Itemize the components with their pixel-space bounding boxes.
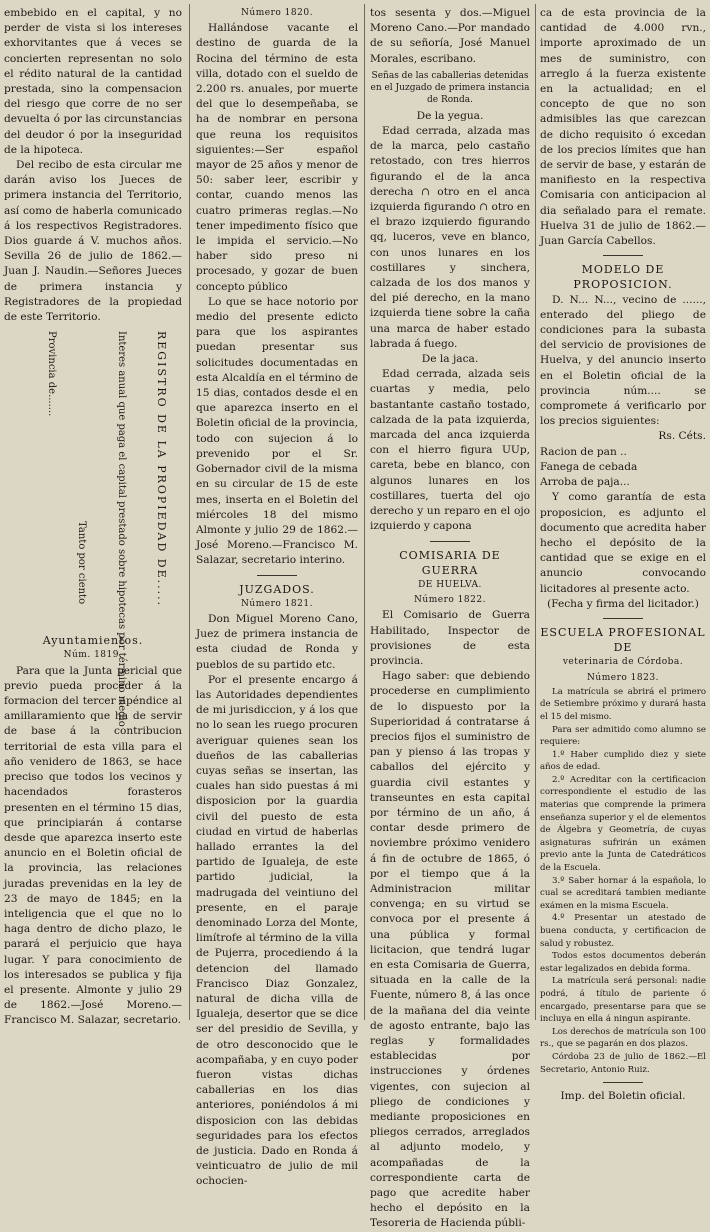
column-3 bbox=[370, 6, 530, 1230]
notice-number: Número 1821. bbox=[241, 598, 313, 609]
paragraph: Para que la Junta pericial que previo pueda proceder á la formacion del tercer apéndice al amillaramiento que ha de servir de base á la contribucion territorial de esta villa para el año venidero de 1863, se hace preciso que todos los vecinos y hacendados forasteros presenten en el término 15 dias, que principiarán á contarse desde que aparezca inserto este anuncio en el Boletin oficial de la provincia, las relaciones juradas prevenidas en la ley de 23 de mayo de 1845; en la inteligencia que el que no lo haga dentro de dicho plazo, le parará el perjuicio que haya lugar. Y para conocimiento de los interesados se publica y fija el presente. Almonte y julio 29 de 1862.—José Moreno.—Francisco M. Salazar, secretario. bbox=[4, 664, 182, 1027]
paragraph: Don Miguel Moreno Cano, Juez de primera instancia de esta ciudad de Ronda y pueblos de su partido etc. bbox=[196, 612, 358, 671]
form-title: REGISTRO DE LA PROPIEDAD DE..... bbox=[155, 331, 168, 608]
column-2 bbox=[196, 6, 358, 1188]
requirement-item: 4.º Presentar un atestado de buena conducta, y certificacion de salud y robustez. bbox=[540, 913, 706, 949]
price-header: Rs. Céts. bbox=[658, 430, 706, 443]
requirement-item: 3.º Saber hornar á la española, lo cual se acreditará tambien mediante exámen en la misma Escuela. bbox=[540, 875, 706, 911]
paragraph: Y como garantía de esta proposicion, es adjunto el documento que acredita haber hecho el depósito de la cantidad que se exige en el anuncio convocando licitadores al presente acto. bbox=[540, 491, 706, 595]
section-heading: ESCUELA PROFESIONAL DE bbox=[540, 625, 706, 655]
separator bbox=[603, 618, 643, 619]
notice-number: Núm. 1819. bbox=[63, 650, 123, 661]
paragraph: Edad cerrada, alzada seis cuartas y media, pelo bastantante castaño tostado, calzada de la pata izquierda, marcada del anca izquierda con el hierro figura UUp, careta, bebe en blanco, con algunos lunares en los costillares, tuerta del ojo derecho y un reparo en el ojo izquierdo y capona bbox=[370, 368, 530, 533]
paragraph: D. N... N..., vecino de ......, enterado del pliego de condiciones para la subasta del servicio de provisiones de Huelva, y del anuncio inserto en el Boletin oficial de la provincia núm.... se compromete á verificarlo por los precios siguientes: bbox=[540, 293, 706, 428]
paragraph: Del recibo de esta circular me darán aviso los Jueces de primera instancia del Territorio, así como de haberla comunicado á los respectivos Registradores. Dios guarde á V. muchos años. Sevilla 26 de julio de 1862.—Juan J. Naudin.—Señores Jueces de primera instancia y Registradores de la propiedad de este Territorio. bbox=[4, 159, 182, 324]
subheading: De la jaca. bbox=[421, 353, 479, 366]
requirement-item: 1.º Haber cumplido diez y siete años de edad. bbox=[540, 749, 706, 773]
separator bbox=[603, 255, 643, 256]
paragraph: ca de esta provincia de la cantidad de 4.000 rvn., importe aproximado de un mes de suministro, con arreglo á la fuerza existente en la actualidad; en el concepto de que no son admisibles las que carezcan de dicho requisito ó excedan de los precios límites que han de servir de base, y estarán de manifiesto en la respectiva Comisaria con anticipacion al dia señalado para el remate. Huelva 31 de julio de 1862.—Juan García Cabellos. bbox=[540, 7, 706, 248]
column-divider bbox=[535, 4, 536, 1020]
column-divider bbox=[364, 4, 365, 1020]
paragraph: Hallándose vacante el destino de guarda de la Rocina del término de esta villa, dotado con el sueldo de 2.200 rs. anuales, por muerte del que lo desempeñaba, se ha de nombrar en persona que reuna los requisitos siguientes:—Ser español mayor de 25 años y menor de 50: saber leer, escribir y contar, cuando menos las cuatro primeras reglas.—No tener impedimento físico que le impida el servicio.—No haber sido preso ni procesado, y gozar de buen concepto público bbox=[196, 22, 358, 293]
paragraph: Todos estos documentos deberán estar legalizados en debida forma. bbox=[540, 951, 706, 974]
paragraph: El Comisario de Guerra Habilitado, Inspector de provisiones de esta provincia. bbox=[370, 609, 530, 667]
subheading: Señas de las caballerias detenidas en el Juzgado de primera instancia de Ronda. bbox=[370, 70, 530, 105]
notice-number: Número 1823. bbox=[587, 672, 659, 683]
paragraph: La matrícula será personal: nadie podrá, á título de pariente ó encargado, presentarse para que se incluya en ella á ningun aspirante. bbox=[540, 976, 706, 1025]
printer-footer: Imp. del Boletin oficial. bbox=[560, 1090, 686, 1103]
form-column-header: Interes anual que paga el capital prestado sobre hipotecas por término medio bbox=[116, 331, 127, 727]
section-place: DE HUELVA. bbox=[418, 579, 482, 590]
price-item: Fanega de cebada bbox=[540, 460, 638, 473]
form-column-header: Tanto por ciento bbox=[76, 521, 87, 605]
price-item: Arroba de paja... bbox=[540, 476, 630, 489]
paragraph: Hago saber: que debiendo procederse en cumplimiento de lo dispuesto por la Superioridad á contratarse á precios fijos el suministro de pan y pienso á las tropas y caballos del ejército y guardia civil estantes y transeuntes en esta capital por término de un año, á contar desde primero de noviembre próximo venidero á fin de octubre de 1865, ó por el tiempo que á la Administracion militar convenga; en su virtud se convoca por el presente á una pública y formal licitacion, que tendrá lugar en esta Comisaria de Guerra, situada en la calle de la Fuente, número 8, á las once de la mañana del dia veinte de agosto entrante, bajo las reglas y formalidades establecidas por instrucciones y órdenes vigentes, con sujecion al pliego de condiciones y mediante proposiciones en pliegos cerrados, arreglados al adjunto modelo, y acompañadas de la correspondiente carta de pago que acredite haber hecho el depósito en la Tesoreria de Hacienda públi- bbox=[370, 670, 530, 1230]
paragraph: Edad cerrada, alzada mas de la marca, pelo castaño retostado, con tres hierros figurando el de la anca derecha ∩ otro en el anca izquierda figurando ∩ otro en el brazo izquierdo figurando qq, luceros, veve en blanco, con unos lunares en los costillares y sinchera, calzada de los dos manos y del pié derecho, en la mano izquierda tiene sobre la caña una marca de haber estado labrada á fuego. bbox=[370, 125, 530, 350]
paragraph: tos sesenta y dos.—Miguel Moreno Cano.—Por mandado de su señoría, José Manuel Morales, escribano. bbox=[370, 7, 530, 65]
paragraph: Córdoba 23 de julio de 1862.—El Secretario, Antonio Ruiz. bbox=[540, 1051, 706, 1075]
section-heading: JUZGADOS. bbox=[239, 582, 315, 596]
section-heading: Ayuntamientos. bbox=[42, 634, 144, 648]
subheading: De la yegua. bbox=[416, 109, 484, 122]
paragraph: Lo que se hace notorio por medio del presente edicto para que los aspirantes puedan presentar sus solicitudes documentadas en esta Alcaldía en el término de 15 dias, contados desde el en que aparezca inserto en el Boletin oficial de la provincia, todo con sujecion á lo prevenido por el Sr. Gobernador civil de la misma en su circular de 15 de este mes, inserta en el Boletin del miércoles 18 del mismo Almonte y julio 29 de 1862.—José Moreno.—Francisco M. Salazar, secretario interino. bbox=[196, 295, 358, 567]
column-divider bbox=[189, 4, 190, 1020]
separator bbox=[257, 575, 297, 576]
closing-note: (Fecha y firma del licitador.) bbox=[547, 597, 699, 610]
separator bbox=[603, 1082, 643, 1083]
paragraph: La matrícula se abrirá el primero de Setiembre próximo y durará hasta el 15 del mismo. bbox=[540, 686, 706, 722]
notice-number: Número 1822. bbox=[414, 595, 486, 606]
section-heading: MODELO DE PROPOSICION. bbox=[573, 263, 673, 292]
column-4 bbox=[540, 6, 706, 1103]
section-subtitle: veterinaria de Córdoba. bbox=[562, 657, 684, 668]
price-item: Racion de pan .. bbox=[540, 445, 627, 458]
paragraph: Por el presente encargo á las Autoridades dependientes de mi jurisdiccion, y á los que no lo sean les ruego procuren averiguar quienes sean los dueños de las caballerias cuyas señas se insertan, las cuales han sido puestas á mi disposicion por la guardia civil del puesto de esta ciudad en virtud de haberlas hallado errantes la del partido de Igualeja, de este partido judicial, la madrugada del veintiuno del presente, en el paraje denominado Lorza del Monte, limítrofe al término de la villa de Pujerra, procediendo á la detencion del llamado Francisco Diaz Gonzalez, natural de dicha villa de Igualeja, desertor que se dice ser del presidio de Sevilla, y de otro desconocido que le acompañaba, y en cuyo poder fueron vistas dichas caballerias en los dias anteriores, poniéndolos á mi disposicion con las debidas seguridades para los efectos de justicia. Dado en Ronda á veinticuatro de julio de mil ochocien- bbox=[196, 673, 358, 1188]
separator bbox=[430, 541, 470, 542]
paragraph: Para ser admitido como alumno se requiere: bbox=[540, 724, 706, 748]
form-column-header: Provincia de....... bbox=[46, 331, 57, 417]
paragraph: Los derechos de matrícula son 100 rs., que se pagarán en dos plazos. bbox=[540, 1026, 706, 1050]
section-heading: COMISARIA DE GUERRA bbox=[399, 548, 501, 577]
requirement-item: 2.º Acreditar con la certificacion correspondiente el estudio de las materias que comprende la primera enseñanza superior y el de elementos de Álgebra y Geometría, de cuyas asignaturas sufrirán un exámen previo ante la Junta de Catedráticos de la Escuela. bbox=[540, 774, 706, 874]
paragraph: embebido en el capital, y no perder de vista si los intereses exhorvitantes que á veces se concierten representan no solo el rédito natural de la cantidad prestada, sino la compensacion del riesgo que corre de no ser devuelta ó por las circunstancias del deudor ó por la inseguridad de la hipoteca. bbox=[4, 7, 182, 156]
column-1 bbox=[4, 6, 182, 1027]
notice-number: Número 1820. bbox=[241, 8, 313, 18]
